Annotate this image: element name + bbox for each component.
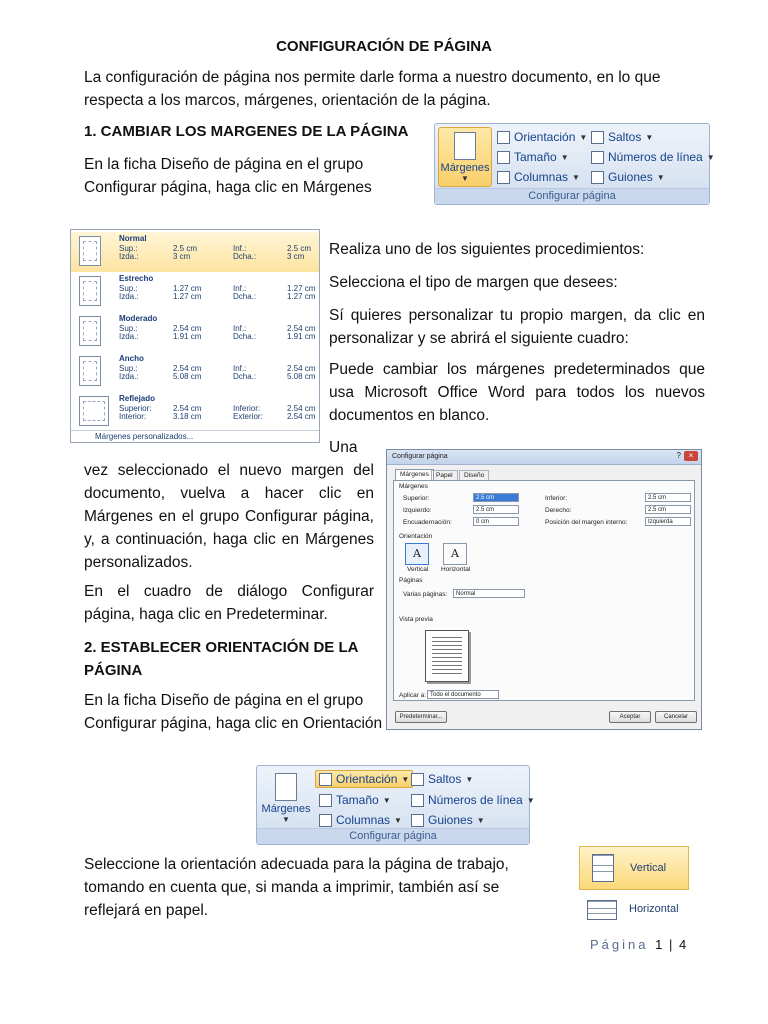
columns-icon bbox=[497, 171, 510, 184]
orientation-text: Seleccione la orientación adecuada para la página de trabajo, tomando en cuenta que, si manda a imprimir, también así se reflejará en papel. bbox=[84, 856, 509, 919]
top-margin-input[interactable]: 2.5 cm bbox=[473, 493, 519, 502]
chevron-down-icon: ▼ bbox=[656, 172, 665, 182]
pages-section-label: Páginas bbox=[399, 577, 423, 584]
page-icon bbox=[79, 316, 101, 346]
option-name: Moderado bbox=[119, 314, 158, 323]
option-label: Interior: bbox=[119, 412, 147, 421]
option-name: Normal bbox=[119, 234, 147, 243]
option-value: 5.08 cm bbox=[173, 372, 202, 381]
orientation-button[interactable] bbox=[315, 770, 413, 788]
dialog-titlebar bbox=[387, 450, 701, 465]
chevron-down-icon: ▼ bbox=[461, 174, 469, 183]
chevron-down-icon: ▼ bbox=[560, 152, 569, 162]
portrait-icon[interactable]: A bbox=[405, 543, 429, 565]
option-label: Inferior: bbox=[233, 404, 261, 413]
option-label: Izda.: bbox=[119, 252, 139, 261]
close-icon[interactable]: × bbox=[684, 451, 698, 461]
footer-page-number: 1 bbox=[655, 937, 663, 952]
breaks-button[interactable] bbox=[411, 772, 473, 786]
group-title: Configurar página bbox=[435, 188, 709, 204]
gutter-label: Encuadernación: bbox=[403, 519, 452, 526]
margin-option-reflejado[interactable] bbox=[71, 392, 319, 432]
chevron-down-icon: ▼ bbox=[579, 132, 588, 142]
una-text: Una bbox=[329, 439, 358, 456]
line-numbers-icon bbox=[591, 151, 604, 164]
preview-section-label: Vista previa bbox=[399, 616, 433, 623]
margins-button[interactable] bbox=[260, 769, 312, 827]
option-label: Izda.: bbox=[119, 292, 139, 301]
line-numbers-icon bbox=[411, 794, 424, 807]
option-value: 1.91 cm bbox=[173, 332, 202, 341]
section2-heading: 2. ESTABLECER ORIENTACIÓN DE LA PÁGINA bbox=[84, 639, 358, 679]
ribbon-page-setup-2 bbox=[256, 765, 535, 845]
custom-margins-item[interactable]: Márgenes personalizados... bbox=[95, 432, 194, 441]
group-title: Configurar página bbox=[257, 828, 529, 844]
apply-to-select[interactable]: Todo el documento bbox=[427, 690, 499, 699]
option-value: 3.18 cm bbox=[173, 412, 202, 421]
size-button[interactable] bbox=[319, 793, 391, 807]
page-icon bbox=[79, 276, 101, 306]
section1-heading: 1. CAMBIAR LOS MARGENES DE LA PÁGINA bbox=[84, 123, 409, 140]
bottom-margin-input[interactable]: 2.5 cm bbox=[645, 493, 691, 502]
option-label: Sup.: bbox=[119, 324, 138, 333]
option-value: 2.54 cm bbox=[173, 404, 202, 413]
chevron-down-icon: ▼ bbox=[706, 152, 715, 162]
orientation-option-horizontal[interactable] bbox=[579, 892, 689, 926]
footer-separator: | bbox=[668, 937, 673, 952]
option-value: 2.54 cm bbox=[287, 404, 316, 413]
top-label: Superior: bbox=[403, 495, 430, 502]
option-value: 2.54 cm bbox=[287, 364, 316, 373]
line-numbers-label: Números de línea bbox=[608, 150, 703, 164]
page-icon bbox=[79, 236, 101, 266]
help-icon[interactable]: ? bbox=[676, 451, 681, 460]
orientation-button[interactable] bbox=[497, 130, 587, 144]
margin-option-moderado[interactable] bbox=[71, 312, 319, 352]
preview-page bbox=[425, 630, 469, 682]
multiple-pages-label: Varias páginas: bbox=[403, 591, 448, 598]
left-margin-input[interactable]: 2.5 cm bbox=[473, 505, 519, 514]
apply-to-label: Aplicar a: bbox=[399, 692, 427, 699]
option-label: Inf.: bbox=[233, 364, 247, 373]
option-label: Sup.: bbox=[119, 364, 138, 373]
hyphenation-label: Guiones bbox=[428, 813, 473, 827]
custom-margin-text: Sí quieres personalizar tu propio margen, da clic en personalizar y se abrirá el siguiente cuadro: bbox=[329, 307, 705, 347]
orientation-icon bbox=[497, 131, 510, 144]
orientation-label: Orientación bbox=[514, 130, 576, 144]
chevron-down-icon: ▼ bbox=[476, 815, 485, 825]
chevron-down-icon: ▼ bbox=[401, 774, 410, 784]
option-name: Reflejado bbox=[119, 394, 156, 403]
set-default-button[interactable]: Predeterminar... bbox=[395, 711, 447, 723]
breaks-icon bbox=[591, 131, 604, 144]
portrait-page-icon bbox=[592, 854, 614, 882]
page-icon bbox=[79, 356, 101, 386]
line-numbers-label: Números de línea bbox=[428, 793, 523, 807]
option-label: Exterior: bbox=[233, 412, 263, 421]
hyphenation-button[interactable] bbox=[411, 813, 485, 827]
option-value: 2.54 cm bbox=[287, 412, 316, 421]
margin-option-normal[interactable] bbox=[71, 232, 319, 272]
option-value: 5.08 cm bbox=[287, 372, 316, 381]
option-name: Ancho bbox=[119, 354, 144, 363]
ok-button[interactable]: Aceptar bbox=[609, 711, 651, 723]
orientation-icon bbox=[319, 773, 332, 786]
option-label: Inf.: bbox=[233, 244, 247, 253]
option-value: 1.27 cm bbox=[287, 284, 316, 293]
columns-icon bbox=[319, 814, 332, 827]
landscape-page-icon bbox=[587, 900, 617, 920]
chevron-down-icon: ▼ bbox=[465, 774, 474, 784]
option-value: 2.54 cm bbox=[287, 324, 316, 333]
ribbon-page-setup-1 bbox=[434, 123, 715, 205]
procedure-text: Realiza uno de los siguientes procedimientos: bbox=[329, 241, 645, 258]
option-value: 1.27 cm bbox=[287, 292, 316, 301]
margins-menu bbox=[70, 229, 320, 443]
option-value: 1.27 cm bbox=[173, 284, 202, 293]
page-footer bbox=[590, 937, 686, 952]
orientation-label: Orientación bbox=[336, 772, 398, 786]
chevron-down-icon: ▼ bbox=[526, 795, 535, 805]
size-icon bbox=[497, 151, 510, 164]
mirrored-pages-icon bbox=[79, 396, 109, 426]
line-numbers-button[interactable] bbox=[411, 793, 535, 807]
option-value: 1.27 cm bbox=[173, 292, 202, 301]
option-value: 3 cm bbox=[173, 252, 191, 261]
footer-page-total: 4 bbox=[678, 937, 687, 952]
option-value: 2.5 cm bbox=[173, 244, 198, 253]
right-label: Derecho: bbox=[545, 507, 572, 514]
option-label: Inf.: bbox=[233, 324, 247, 333]
dialog-title: Configurar página bbox=[392, 453, 448, 460]
hyphenation-label: Guiones bbox=[608, 170, 653, 184]
select-margin-text: Selecciona el tipo de margen que desees: bbox=[329, 274, 618, 291]
page-setup-dialog bbox=[386, 449, 702, 730]
margins-icon bbox=[454, 132, 476, 160]
breaks-icon bbox=[411, 773, 424, 786]
gutter-input[interactable]: 0 cm bbox=[473, 517, 519, 526]
horizontal-label: Horizontal bbox=[629, 903, 679, 915]
vertical-label: Vertical bbox=[630, 862, 667, 874]
line-numbers-button[interactable] bbox=[591, 150, 715, 164]
option-value: 2.54 cm bbox=[173, 324, 202, 333]
orientation-option-vertical[interactable] bbox=[579, 846, 689, 890]
tab-margins[interactable]: Márgenes bbox=[395, 469, 434, 481]
option-label: Izda.: bbox=[119, 332, 139, 341]
option-label: Superior: bbox=[119, 404, 152, 413]
dialog-instruction-text: En el cuadro de diálogo Configurar página, haga clic en Predeterminar. bbox=[84, 583, 374, 623]
portrait-label: Vertical bbox=[407, 566, 429, 573]
footer-label: Página bbox=[590, 937, 649, 952]
chevron-down-icon: ▼ bbox=[394, 815, 402, 825]
landscape-label: Horizontal bbox=[441, 566, 471, 573]
option-value: 1.91 cm bbox=[287, 332, 316, 341]
breaks-label: Saltos bbox=[428, 772, 462, 786]
intro-paragraph: La configuración de página nos permite darle forma a nuestro documento, en lo que respecta a los marcos, márgenes, orientación de la página. bbox=[84, 69, 661, 109]
multiple-pages-select[interactable]: Normal bbox=[453, 589, 525, 598]
option-label: Sup.: bbox=[119, 284, 138, 293]
margin-option-estrecho[interactable] bbox=[71, 272, 319, 312]
orientation-section-label: Orientación bbox=[399, 533, 433, 540]
section2-text: En la ficha Diseño de página en el grupo Configurar página, haga clic en Orientación bbox=[84, 692, 383, 732]
margins-section-label: Márgenes bbox=[399, 483, 428, 490]
option-label: Izda.: bbox=[119, 372, 139, 381]
landscape-icon[interactable]: A bbox=[443, 543, 467, 565]
margins-label: Márgenes bbox=[261, 803, 311, 815]
columns-button[interactable] bbox=[319, 813, 402, 827]
gutter-position-label: Posición del margen interno: bbox=[545, 519, 628, 526]
option-label: Dcha.: bbox=[233, 332, 257, 341]
gutter-position-select[interactable]: Izquierda bbox=[645, 517, 691, 526]
cancel-button[interactable]: Cancelar bbox=[655, 711, 697, 723]
bottom-label: Inferior: bbox=[545, 495, 568, 502]
hyphenation-button[interactable] bbox=[591, 170, 665, 184]
columns-button[interactable] bbox=[497, 170, 580, 184]
breaks-button[interactable] bbox=[591, 130, 653, 144]
columns-label: Columnas bbox=[336, 813, 391, 827]
size-icon bbox=[319, 794, 332, 807]
page-title: CONFIGURACIÓN DE PÁGINA bbox=[276, 38, 492, 55]
option-label: Dcha.: bbox=[233, 292, 257, 301]
columns-label: Columnas bbox=[514, 170, 569, 184]
hyphenation-icon bbox=[411, 814, 424, 827]
right-margin-input[interactable]: 2.5 cm bbox=[645, 505, 691, 514]
option-label: Dcha.: bbox=[233, 372, 257, 381]
hyphenation-icon bbox=[591, 171, 604, 184]
breaks-label: Saltos bbox=[608, 130, 642, 144]
option-value: 3 cm bbox=[287, 252, 305, 261]
size-button[interactable] bbox=[497, 150, 569, 164]
margins-button[interactable] bbox=[438, 127, 492, 187]
chevron-down-icon: ▼ bbox=[645, 132, 654, 142]
tab-paper[interactable]: Papel bbox=[431, 470, 458, 482]
margins-icon bbox=[275, 773, 297, 801]
option-label: Dcha.: bbox=[233, 252, 257, 261]
chevron-down-icon: ▼ bbox=[282, 815, 290, 824]
size-label: Tamaño bbox=[336, 793, 379, 807]
option-name: Estrecho bbox=[119, 274, 154, 283]
section1-text: En la ficha Diseño de página en el grupo Configurar página, haga clic en Márgenes bbox=[84, 156, 372, 196]
chevron-down-icon: ▼ bbox=[572, 172, 580, 182]
left-label: Izquierdo: bbox=[403, 507, 432, 514]
tab-layout[interactable]: Diseño bbox=[459, 470, 489, 482]
option-label: Sup.: bbox=[119, 244, 138, 253]
option-value: 2.54 cm bbox=[173, 364, 202, 373]
once-selected-text: vez seleccionado el nuevo margen del documento, vuelva a hacer clic en Márgenes en el grupo Configurar página, y, a continuación, haga clic en Márgenes personalizados. bbox=[84, 462, 374, 571]
default-margins-text: Puede cambiar los márgenes predeterminados que usa Microsoft Office Word para todos los nuevos documentos en blanco. bbox=[329, 361, 705, 424]
margins-label: Márgenes bbox=[440, 162, 490, 174]
chevron-down-icon: ▼ bbox=[382, 795, 391, 805]
size-label: Tamaño bbox=[514, 150, 557, 164]
option-value: 2.5 cm bbox=[287, 244, 312, 253]
option-label: Inf.: bbox=[233, 284, 247, 293]
margin-option-ancho[interactable] bbox=[71, 352, 319, 392]
